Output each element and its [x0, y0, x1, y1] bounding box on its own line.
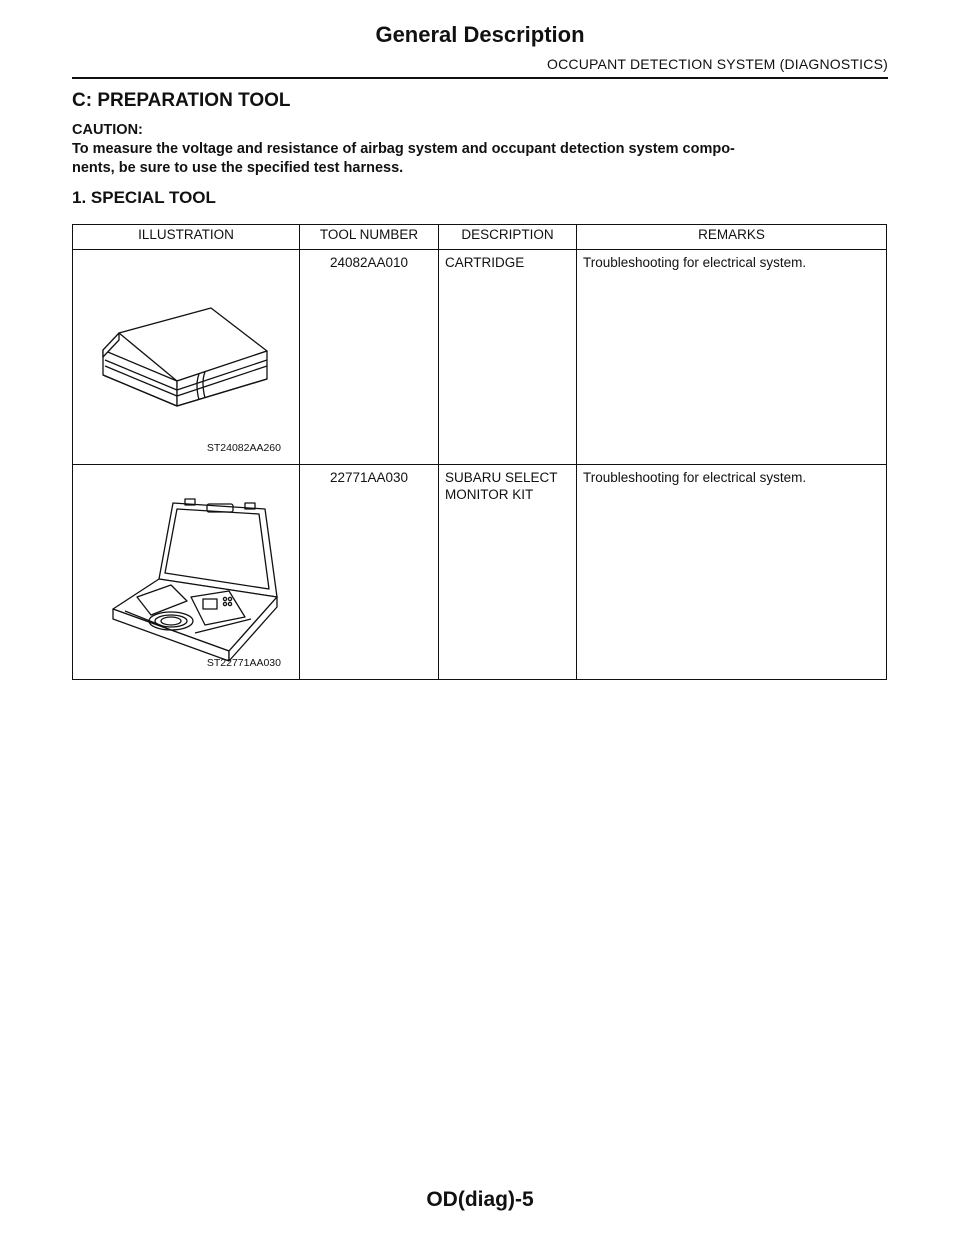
illustration-cell — [73, 250, 300, 465]
tool-number-cell: 22771AA030 — [300, 465, 439, 680]
header-tool-number: TOOL NUMBER — [300, 225, 439, 250]
special-tool-table — [72, 224, 887, 680]
caution-label: CAUTION: — [72, 122, 143, 138]
header-illustration: ILLUSTRATION — [73, 225, 300, 250]
caution-line-1: To measure the voltage and resistance of airbag system and occupant detection system compo- — [72, 141, 735, 157]
header-description: DESCRIPTION — [439, 225, 577, 250]
table-row — [73, 250, 887, 465]
remarks-cell: Troubleshooting for electrical system. — [577, 250, 887, 465]
header-remarks: REMARKS — [577, 225, 887, 250]
description-cell — [439, 250, 577, 465]
illustration-code: ST24082AA260 — [206, 442, 281, 454]
caution-block — [72, 121, 892, 178]
page-title: General Description — [375, 22, 585, 47]
table-row — [73, 465, 887, 680]
remarks-cell: Troubleshooting for electrical system. — [577, 465, 887, 680]
tool-number-cell: 24082AA010 — [300, 250, 439, 465]
cartridge-icon — [79, 254, 293, 460]
description-line: SUBARU SELECT — [445, 470, 558, 485]
monitor-kit-case-icon — [79, 469, 293, 675]
header-rule — [72, 77, 888, 79]
illustration-cell — [73, 465, 300, 680]
subsection-title: 1. SPECIAL TOOL — [72, 188, 216, 207]
illustration-code: ST22771AA030 — [206, 657, 281, 669]
page-subtitle: OCCUPANT DETECTION SYSTEM (DIAGNOSTICS) — [547, 56, 888, 72]
section-title: C: PREPARATION TOOL — [72, 90, 291, 111]
description-line: MONITOR KIT — [445, 487, 534, 502]
description-cell — [439, 465, 577, 680]
table-header-row — [73, 225, 887, 250]
description-line: CARTRIDGE — [445, 255, 525, 270]
caution-line-2: nents, be sure to use the specified test harness. — [72, 160, 404, 176]
page-number: OD(diag)-5 — [426, 1188, 534, 1211]
